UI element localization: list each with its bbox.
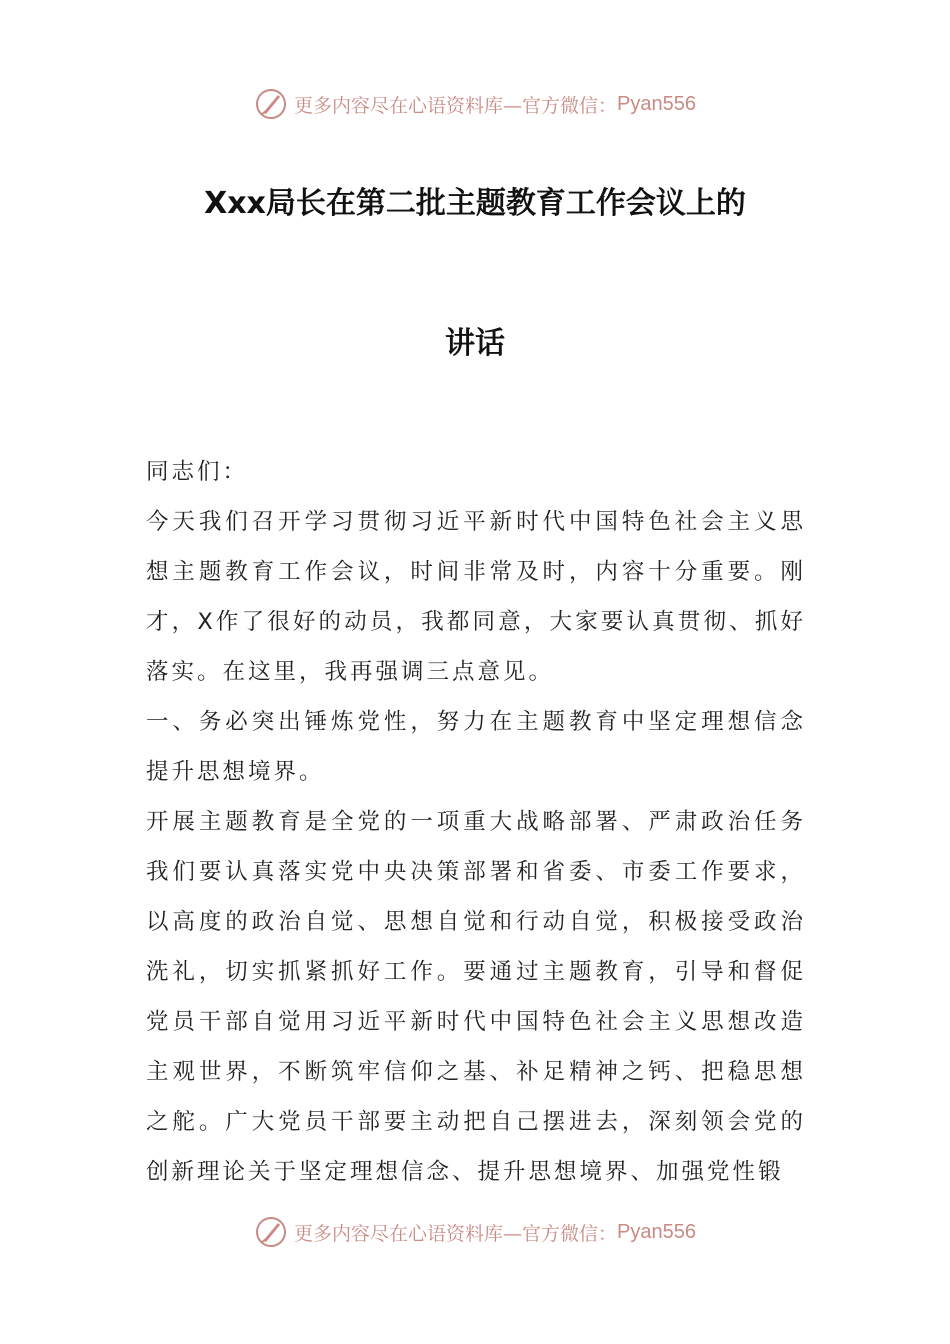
watermark-text: 更多内容尽在心语资料库—官方微信： bbox=[294, 1222, 618, 1245]
quill-logo-icon bbox=[254, 1215, 288, 1249]
watermark-footer bbox=[0, 1212, 950, 1252]
watermark-brand: Pyan556 bbox=[617, 92, 696, 115]
salutation: 同志们： bbox=[146, 459, 249, 485]
document-body bbox=[146, 447, 806, 1197]
watermark-brand: Pyan556 bbox=[617, 1220, 696, 1243]
paragraph-intro: 今天我们召开学习贯彻习近平新时代中国特色社会主义思想主题教育工作会议，时间非常及时，内容十分重要。刚才，X作了很好的动员，我都同意，大家要认真贯彻、抓好落实。在这里，我再强调三点意见。 bbox=[146, 509, 806, 685]
paragraph-section-1: 开展主题教育是全党的一项重大战略部署、严肃政治任务我们要认真落实党中央决策部署和省委、市委工作要求，以高度的政治自觉、思想自觉和行动自觉，积极接受政治洗礼，切实抓紧抓好工作。要通过主题教育，引导和督促党员干部自觉用习近平新时代中国特色社会主义思想改造主观世界，不断筑牢信仰之基、补足精神之钙、把稳思想之舵。广大党员干部要主动把自己摆进去，深刻领会党的创新理论关于坚定理想信念、提升思想境界、加强党性锻 bbox=[146, 809, 806, 1185]
watermark-header bbox=[0, 84, 950, 124]
watermark-text: 更多内容尽在心语资料库—官方微信： bbox=[294, 94, 618, 117]
section-heading-1: 一、务必突出锤炼党性，努力在主题教育中坚定理想信念提升思想境界。 bbox=[146, 709, 806, 785]
document-title-line-2: 讲话 bbox=[445, 326, 505, 361]
document-title-line-1: Xxx局长在第二批主题教育工作会议上的 bbox=[204, 186, 746, 221]
quill-logo-icon bbox=[254, 87, 288, 121]
